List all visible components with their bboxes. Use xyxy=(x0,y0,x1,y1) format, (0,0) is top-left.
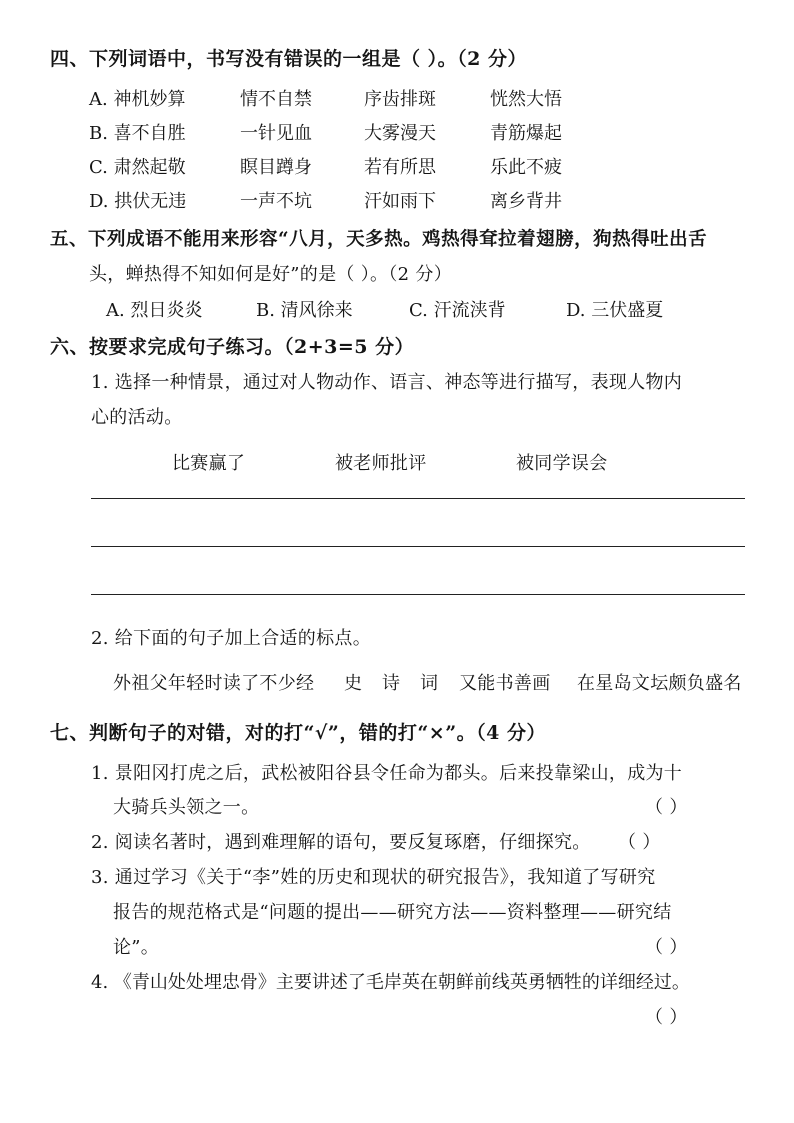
option-a-word-2: 情不自禁 xyxy=(240,89,312,110)
option-d: D. 三伏盛夏 xyxy=(566,300,664,321)
option-c-word-2: 瞑目蹲身 xyxy=(240,157,312,178)
answer-line-2[interactable] xyxy=(91,546,745,547)
item-4-text: 4. 《青山处处埋忠骨》主要讲述了毛岸英在朝鲜前线英勇牺牲的详细经过。 xyxy=(91,972,690,993)
sentence-segment-2: 史 xyxy=(344,673,363,694)
item-3-line-1: 3. 通过学习《关于“李”姓的历史和现状的研究报告》，我知道了写研究 xyxy=(91,867,656,888)
option-c-word-3: 若有所思 xyxy=(364,157,436,178)
question-6-part-1-line-1: 1. 选择一种情景，通过对人物动作、语言、神态等进行描写，表现人物内 xyxy=(91,372,683,393)
option-c-word-1: C. 肃然起敬 xyxy=(89,157,186,178)
scene-2: 被老师批评 xyxy=(335,453,427,474)
option-d-word-3: 汗如雨下 xyxy=(364,191,436,212)
option-d-word-1: D. 拱伏无违 xyxy=(89,191,187,212)
option-b-word-1: B. 喜不自胜 xyxy=(89,123,186,144)
item-1-line-1: 1. 景阳冈打虎之后，武松被阳谷县令任命为都头。后来投靠梁山，成为十 xyxy=(91,763,683,784)
item-1-answer-bracket[interactable]: （ ） xyxy=(645,797,688,818)
question-6-part-2-title: 2. 给下面的句子加上合适的标点。 xyxy=(91,628,371,649)
item-3-line-2: 报告的规范格式是“问题的提出——研究方法——资料整理——研究结 xyxy=(113,902,672,923)
option-b: B. 清风徐来 xyxy=(256,300,353,321)
option-b-word-4: 青筋爆起 xyxy=(490,123,562,144)
sentence-segment-6: 在星岛文坛颇负盛名 xyxy=(577,673,742,694)
sentence-segment-4: 词 xyxy=(420,673,439,694)
item-3-answer-bracket[interactable]: （ ） xyxy=(645,937,688,958)
option-a: A. 烈日炎炎 xyxy=(106,300,203,321)
option-a-word-4: 恍然大悟 xyxy=(490,89,562,110)
question-4-title: 四、下列词语中，书写没有错误的一组是（ ）。（2 分） xyxy=(50,48,527,70)
item-4-answer-bracket[interactable]: （ ） xyxy=(645,1007,688,1028)
option-c-word-4: 乐此不疲 xyxy=(490,157,562,178)
option-a-word-1: A. 神机妙算 xyxy=(89,89,186,110)
option-b-word-3: 大雾漫天 xyxy=(364,123,436,144)
sentence-segment-5: 又能书善画 xyxy=(459,673,551,694)
question-5-title-line-2: 头，蝉热得不知如何是好”的是（ ）。（2 分） xyxy=(89,264,452,285)
answer-line-3[interactable] xyxy=(91,594,745,595)
scene-1: 比赛赢了 xyxy=(172,453,246,474)
item-2-text: 2. 阅读名著时，遇到难理解的语句，要反复琢磨，仔细探究。 xyxy=(91,832,591,853)
question-5-title-line-1: 五、下列成语不能用来形容“八月，天多热。鸡热得耷拉着翅膀，狗热得吐出舌 xyxy=(50,229,708,250)
item-3-line-3: 论”。 xyxy=(113,937,160,958)
option-a-word-3: 序齿排斑 xyxy=(364,89,436,110)
sentence-segment-1: 外祖父年轻时读了不少经 xyxy=(113,673,315,694)
answer-line-1[interactable] xyxy=(91,498,745,499)
option-d-word-4: 离乡背井 xyxy=(490,191,562,212)
item-1-line-2: 大骑兵头领之一。 xyxy=(113,797,260,818)
option-c: C. 汗流浃背 xyxy=(409,300,506,321)
sentence-segment-3: 诗 xyxy=(382,673,401,694)
option-d-word-2: 一声不坑 xyxy=(240,191,312,212)
option-b-word-2: 一针见血 xyxy=(240,123,312,144)
scene-3: 被同学误会 xyxy=(516,453,608,474)
item-2-answer-bracket[interactable]: （ ） xyxy=(618,832,661,853)
question-6-part-1-line-2: 心的活动。 xyxy=(91,407,183,428)
question-7-title: 七、判断句子的对错，对的打“√”，错的打“×”。（4 分） xyxy=(50,722,546,744)
question-6-title: 六、按要求完成句子练习。（2+3=5 分） xyxy=(50,336,415,358)
